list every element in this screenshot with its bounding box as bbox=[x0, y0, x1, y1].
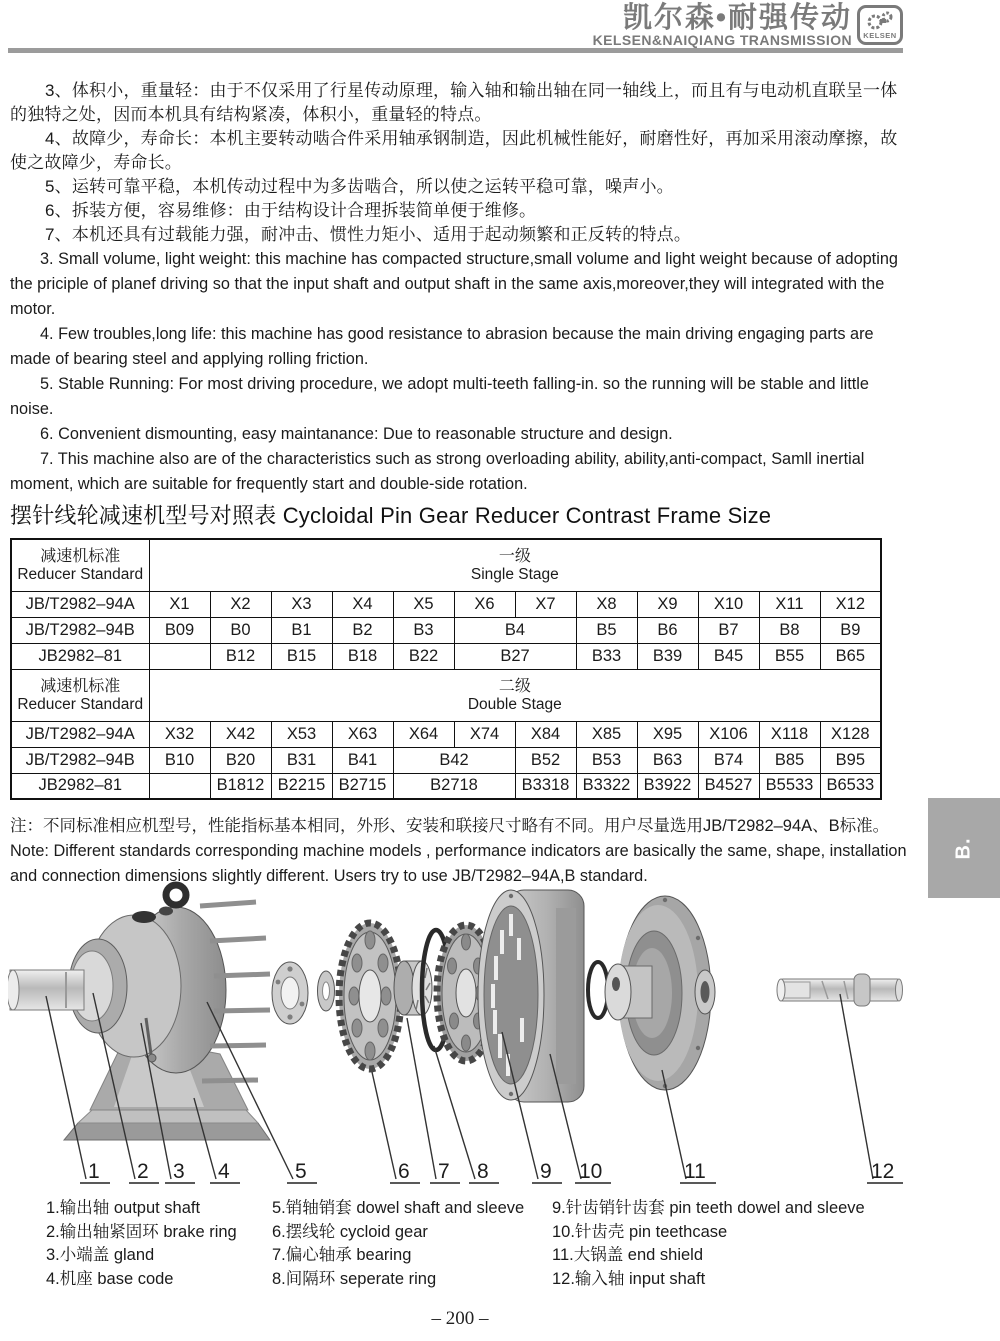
note-chinese: 注：不同标准相应机型号，性能指标基本相同，外形、安装和联接尺寸略有不同。用户尽量选用JB/T2982–94A、B标准。 bbox=[10, 817, 890, 835]
part-item: 9.针齿销针齿套 pin teeth dowel and sleeve bbox=[552, 1199, 865, 1217]
part-item: 11.大锅盖 end shield bbox=[552, 1246, 704, 1264]
reducer-model-table bbox=[10, 538, 882, 800]
feature-zh-4: 4、故障少，寿命长：本机主要转动啮合件采用轴承钢制造，因此机械性能好，耐磨性好，再加采用滚动摩擦，故使之故障少，寿命长。 bbox=[10, 129, 898, 172]
table-row: JB/T2982–94A X32 X42 X53 X63 X64 X74 X84 X85 X95 X106 X118 X128 bbox=[11, 721, 881, 747]
part-label-12: 12 bbox=[871, 1160, 895, 1183]
part-label-6: 6 bbox=[398, 1160, 410, 1183]
feature-zh-5: 5、运转可靠平稳，本机传动过程中为多齿啮合，所以使之运转平稳可靠，噪声小。 bbox=[45, 177, 674, 196]
part-item: 10.针齿壳 pin teethcase bbox=[552, 1222, 728, 1241]
part-label-1: 1 bbox=[88, 1160, 100, 1183]
retainer-ring bbox=[695, 970, 715, 1014]
section-tab-b bbox=[928, 798, 1000, 898]
parts-list-column-3 bbox=[552, 1197, 865, 1291]
part-label-2: 2 bbox=[137, 1160, 149, 1183]
table-row: JB/T2982–94A X1 X2 X3 X4 X5 X6 X7 X8 X9 X10 X11 X12 bbox=[11, 591, 881, 617]
reducer-housing bbox=[69, 885, 270, 1081]
feature-en-6: 6. Convenient dismounting, easy maintanance: Due to reasonable structure and design. bbox=[40, 425, 673, 443]
lifting-eye-icon bbox=[166, 885, 186, 905]
feature-zh-3: 3、体积小，重量轻：由于不仅采用了行星传动原理，输入轴和输出轴在同一轴线上，而且有与电动机直联呈一体的独特之处，因而本机具有结构紧凑，体积小，重量轻的特点。 bbox=[10, 81, 898, 124]
feature-en-4: 4. Few troubles,long life: this machine has good resistance to abrasion because the main driving engaging parts are made of bearing steel and applying rolling friction. bbox=[10, 325, 874, 368]
part-item: 12.输入轴 input shaft bbox=[552, 1269, 706, 1288]
section-title: 摆针线轮减速机型号对照表 Cycloidal Pin Gear Reducer Contrast Frame Size bbox=[10, 503, 772, 528]
part-label-7: 7 bbox=[438, 1160, 450, 1183]
parts-list-column-2 bbox=[272, 1197, 524, 1291]
pin-teethcase bbox=[478, 890, 584, 1102]
feature-paragraphs bbox=[10, 79, 907, 497]
part-item: 3.小端盖 gland bbox=[46, 1246, 155, 1264]
feature-en-5: 5. Stable Running: For most driving procedure, we adopt multi-teeth falling-in. so the running will be stable and little noise. bbox=[10, 375, 869, 418]
input-shaft bbox=[777, 974, 903, 1006]
table-header-reducer-standard: 减速机标准 Reducer Standard bbox=[11, 669, 149, 721]
part-item: 7.偏心轴承 bearing bbox=[272, 1246, 412, 1264]
feature-zh-7: 7、本机还具有过载能力强，耐冲击、惯性力矩小、适用于起动频繁和正反转的特点。 bbox=[45, 225, 692, 244]
table-row: JB2982–81 B12 B15 B18 B22 B27 B33 B39 B45 B55 B65 bbox=[11, 643, 881, 669]
feature-zh-6: 6、拆装方便，容易维修：由于结构设计合理拆装简单便于维修。 bbox=[45, 201, 537, 220]
bearing-ring bbox=[272, 962, 308, 1024]
part-label-11: 11 bbox=[684, 1160, 706, 1183]
part-label-5: 5 bbox=[295, 1160, 307, 1183]
cycloid-gear-1 bbox=[339, 923, 401, 1069]
part-item: 6.摆线轮 cycloid gear bbox=[272, 1222, 428, 1241]
part-item: 1.输出轴 output shaft bbox=[46, 1199, 201, 1217]
part-label-8: 8 bbox=[477, 1160, 489, 1183]
part-number-labels bbox=[88, 1160, 894, 1183]
part-item: 2.输出轴紧固环 brake ring bbox=[46, 1222, 237, 1241]
part-item: 8.间隔环 seperate ring bbox=[272, 1269, 437, 1288]
table-row: JB2982–81 B1812 B2215 B2715 B2718 B3318 B3322 B3922 B4527 B5533 B6533 bbox=[11, 773, 881, 799]
logo-text: KELSEN bbox=[863, 31, 897, 40]
brand-block bbox=[0, 3, 852, 48]
table-header-double-stage: 二级 Double Stage bbox=[149, 669, 881, 721]
gear-animal-logo-icon bbox=[863, 10, 897, 30]
brand-name-chinese: 凯尔森•耐强传动 bbox=[622, 2, 852, 34]
part-item: 5.销轴销套 dowel shaft and sleeve bbox=[272, 1199, 525, 1217]
part-label-9: 9 bbox=[540, 1160, 552, 1183]
brand-name-english: KELSEN&NAIQIANG TRANSMISSION bbox=[592, 32, 852, 48]
table-row: JB/T2982–94B B09 B0 B1 B2 B3 B4 B5 B6 B7 B8 B9 bbox=[11, 617, 881, 643]
section-tab-label: B. bbox=[952, 837, 975, 859]
table-header-single-stage: 一级 Single Stage bbox=[149, 539, 881, 591]
exploded-view-diagram bbox=[8, 878, 920, 1190]
part-label-4: 4 bbox=[218, 1160, 230, 1183]
output-shaft bbox=[8, 970, 84, 1010]
part-label-10: 10 bbox=[579, 1160, 603, 1183]
page-number: – 200 – bbox=[431, 1308, 489, 1329]
note-english: Note: Different standards corresponding machine models , performance indicators are basically the same, shape, installation and connection dimensions slightly different. Users try to use JB/T2982–94A,B standard. bbox=[10, 842, 907, 885]
eccentric-bearing bbox=[394, 961, 432, 1015]
table-row: JB/T2982–94B B10 B20 B31 B41 B42 B52 B53 B63 B74 B85 B95 bbox=[11, 747, 881, 773]
table-header-reducer-standard: 减速机标准 Reducer Standard bbox=[11, 539, 149, 591]
part-label-3: 3 bbox=[173, 1160, 185, 1183]
washer-sleeve bbox=[318, 971, 335, 1011]
part-item: 4.机座 base code bbox=[46, 1269, 174, 1288]
parts-list-column-1 bbox=[46, 1197, 237, 1291]
feature-en-7: 7. This machine also are of the characteristics such as strong overloading ability, ability,anti-compact, Samll inertial moment, which are suitable for frequently start and double-side rotation. bbox=[10, 450, 865, 493]
header-rule bbox=[8, 48, 903, 53]
feature-en-3: 3. Small volume, light weight: this machine has compacted structure,small volume and light weight because of adopting the priciple of planef driving so that the input shaft and output shaft in the same axis,moreover,they will integrated with the motor. bbox=[10, 250, 898, 318]
brand-logo bbox=[857, 5, 903, 45]
